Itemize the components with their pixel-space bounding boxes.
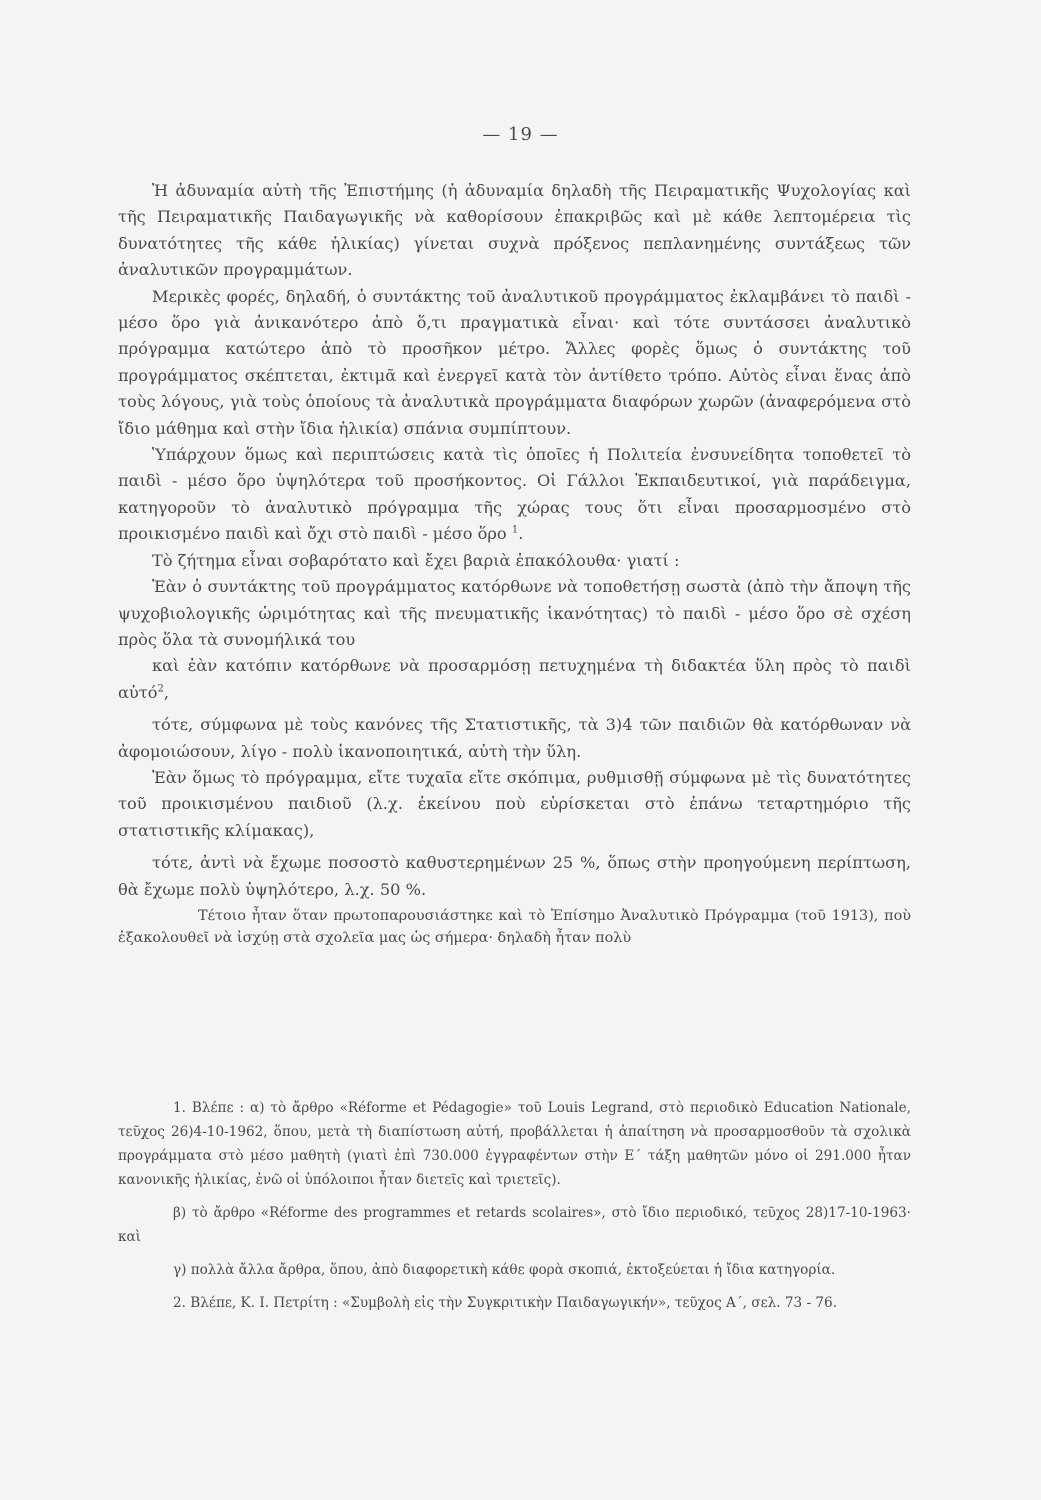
paragraph-9: τότε, ἀντὶ νὰ ἔχωμε ποσοστὸ καθυστερημένων 25 %, ὅπως στὴν προηγούμενη περίπτωση, θὰ ἔχωμε πολὺ ὑψηλότερο, λ.χ. 50 %.	[118, 853, 911, 899]
paragraph-6-text: καὶ ἐὰν κατόπιν κατόρθωνε νὰ προσαρμόσῃ πετυχημένα τὴ διδακτέα ὕλη πρὸς τὸ παιδὶ αὐτό	[118, 656, 911, 702]
paragraph-8: Ἐὰν ὅμως τὸ πρόγραμμα, εἴτε τυχαῖα εἴτε σκόπιμα, ρυθμισθῇ σύμφωνα μὲ τὶς δυνατότητες τοῦ προικισμένου παιδιοῦ (λ.χ. ἐκείνου ποὺ εὑρίσκεται στὸ ἐπάνω τεταρτημόριο τῆς στατιστικῆς κλίμακας),	[118, 767, 911, 840]
footnote-1: 1. Βλέπε : α) τὸ ἄρθρο «Réforme et Pédagogie» τοῦ Louis Legrand, στὸ περιοδικὸ Education Nationale, τεῦχος 26)4-10-1962, ὅπου, μετὰ τὴ διαπίστωση αὐτή, προβάλλεται ἡ ἀπαίτηση νὰ προσαρμοσθοῦν τὰ σχολικὰ προγράμματα στὸ μέσο μαθητὴ (γιατὶ ἐπὶ 730.000 ἐγγραφέντων στὴν Ε΄ τάξη μαθητῶν μόνο οἱ 291.000 ἦταν κανονικῆς ἡλικίας, ἐνῶ οἱ ὑπόλοιποι ἦταν διετεῖς καὶ τριετεῖς).	[118, 1100, 911, 1188]
footnote-ref-1: 1	[511, 524, 519, 536]
paragraph-3-end: .	[518, 524, 524, 544]
body-text	[118, 178, 911, 949]
footnote-ref-2: 2	[157, 683, 164, 695]
footnote-2: 2. Βλέπε, Κ. Ι. Πετρίτη : «Συμβολὴ εἰς τὴν Συγκριτικὴν Παιδαγωγικήν», τεῦχος Α΄, σελ. 73 - 76.	[173, 1295, 838, 1311]
paragraph-10: Τέτοιο ἦταν ὅταν πρωτοπαρουσιάστηκε καὶ τὸ Ἐπίσημο Ἀναλυτικὸ Πρόγραμμα (τοῦ 1913), ποὺ ἐξακολουθεῖ νὰ ἰσχύῃ στὰ σχολεῖα μας ὡς σήμερα· δηλαδὴ ἦταν πολὺ	[118, 907, 911, 946]
paragraph-6	[118, 653, 911, 706]
paragraph-3-text: Ὑπάρχουν ὅμως καὶ περιπτώσεις κατὰ τὶς ὁποῖες ἡ Πολιτεία ἐνσυνείδητα τοποθετεῖ τὸ παιδὶ - μέσο ὅρο ὑψηλότερα τοῦ προσήκοντος. Οἱ Γάλλοι Ἐκπαιδευτικοί, γιὰ παράδειγμα, κατηγοροῦν τὸ ἀναλυτικὸ πρόγραμμα τῆς χώρας τους ὅτι εἶναι προσαρμοσμένο στὸ προικισμένο παιδὶ καὶ ὄχι στὸ παιδὶ - μέσο ὅρο	[118, 445, 911, 544]
paragraph-5: Ἐὰν ὁ συντάκτης τοῦ προγράμματος κατόρθωνε νὰ τοποθετήσῃ σωστὰ (ἀπὸ τὴν ἄποψη τῆς ψυχοβιολογικῆς ὡριμότητας καὶ τῆς πνευματικῆς ἱκανότητας) τὸ παιδὶ - μέσο ὅρο σὲ σχέση πρὸς ὅλα τὰ συνομήλικά του	[118, 577, 911, 649]
paragraph-4: Τὸ ζήτημα εἶναι σοβαρότατο καὶ ἔχει βαριὰ ἐπακόλουθα· γιατί :	[152, 550, 680, 570]
paragraph-6-end: ,	[163, 682, 170, 702]
footnotes	[118, 1096, 911, 1324]
page-number: — 19 —	[482, 124, 559, 145]
paragraph-3	[118, 442, 911, 548]
footnote-1c: γ) πολλὰ ἄλλα ἄρθρα, ὅπου, ἀπὸ διαφορετικὴ κάθε φορὰ σκοπιά, ἐκτοξεύεται ἡ ἴδια κατηγορία.	[173, 1262, 836, 1278]
paragraph-2: Μερικὲς φορές, δηλαδή, ὁ συντάκτης τοῦ ἀναλυτικοῦ προγράμματος ἐκλαμβάνει τὸ παιδὶ - μέσο ὅρο γιὰ ἀνικανότερο ἀπὸ ὅ,τι πραγματικὰ εἶναι· καὶ τότε συντάσσει ἀναλυτικὸ πρόγραμμα κατώτερο ἀπὸ τὸ προσῆκον μέτρο. Ἄλλες φορὲς ὅμως ὁ συντάκτης τοῦ προγράμματος σκέπτεται, ἐκτιμᾶ καὶ ἐνεργεῖ κατὰ τὸν ἀντίθετο τρόπο. Αὐτὸς εἶναι ἕνας ἀπὸ τοὺς λόγους, γιὰ τοὺς ὁποίους τὰ ἀναλυτικὰ προγράμματα διαφόρων χωρῶν (ἀναφερόμενα στὸ ἴδιο μάθημα καὶ στὴν ἴδια ἡλικία) σπάνια συμπίπτουν.	[118, 286, 911, 438]
footnote-1b: β) τὸ ἄρθρο «Réforme des programmes et retards scolaires», στὸ ἴδιο περιοδικό, τεῦχος 28)17-10-1963· καὶ	[118, 1205, 911, 1245]
paragraph-7: τότε, σύμφωνα μὲ τοὺς κανόνες τῆς Στατιστικῆς, τὰ 3)4 τῶν παιδιῶν θὰ κατόρθωναν νὰ ἀφομοιώσουν, λίγο - πολὺ ἱκανοποιητικά, αὐτὴ τὴν ὕλη.	[118, 715, 911, 761]
paragraph-1: Ἡ ἀδυναμία αὐτὴ τῆς Ἐπιστήμης (ἡ ἀδυναμία δηλαδὴ τῆς Πειραματικῆς Ψυχολογίας καὶ τῆς Πειραματικῆς Παιδαγωγικῆς νὰ καθορίσουν ἐπακριβῶς καὶ μὲ κάθε λεπτομέρεια τὶς δυνατότητες τῆς κάθε ἡλικίας) γίνεται συχνὰ πρόξενος πεπλανημένης συντάξεως τῶν ἀναλυτικῶν προγραμμάτων.	[118, 181, 911, 280]
